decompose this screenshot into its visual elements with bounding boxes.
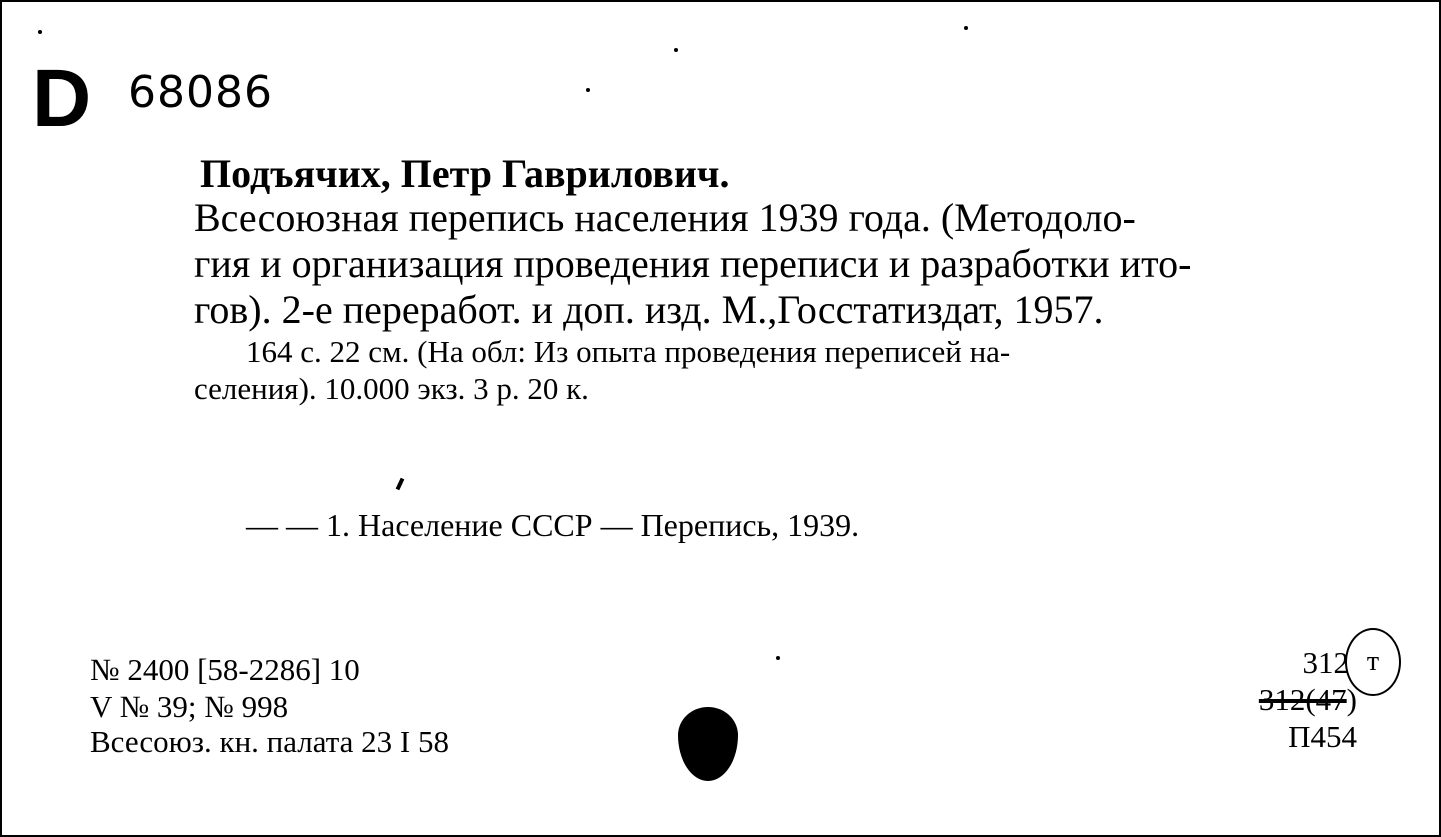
accession-line-1: № 2400 [58-2286] 10: [90, 652, 360, 687]
call-number-line-3: П454: [1288, 719, 1357, 754]
speck: [38, 30, 42, 34]
shelf-letter: D: [32, 53, 90, 144]
subject-heading: — — 1. Население СССР — Перепись, 1939.: [246, 507, 860, 543]
call-number-struck: 312(47: [1258, 682, 1347, 717]
call-number-tail: ): [1346, 682, 1357, 717]
speck: [964, 26, 968, 30]
title-line-1: Всесоюзная перепись населения 1939 года. (Методоло-: [194, 195, 1136, 240]
accession-line-2: V № 39; № 998: [90, 689, 289, 724]
ink-tick: [396, 478, 405, 491]
call-number-line-1: 312: [1302, 645, 1349, 680]
speck: [776, 656, 780, 660]
call-number-line-2: [1259, 681, 1357, 719]
description-line-2: селения). 10.000 экз. 3 р. 20 к.: [194, 371, 589, 406]
handwritten-number: 68086: [128, 67, 273, 118]
accession-line-3: Всесоюз. кн. палата 23 I 58: [90, 724, 449, 759]
speck: [586, 88, 590, 92]
title-line-3: гов). 2-е переработ. и доп. изд. М.,Госстатиздат, 1957.: [194, 287, 1104, 332]
author-heading: Подъячих, Петр Гаврилович.: [200, 151, 730, 196]
description-line-1: 164 с. 22 см. (На обл: Из опыта проведения переписей на-: [246, 334, 1011, 369]
title-line-2: гия и организация проведения переписи и разработки ито-: [194, 241, 1192, 286]
ink-blot: [678, 707, 738, 781]
circled-letter: т: [1345, 628, 1401, 696]
speck: [674, 48, 678, 52]
